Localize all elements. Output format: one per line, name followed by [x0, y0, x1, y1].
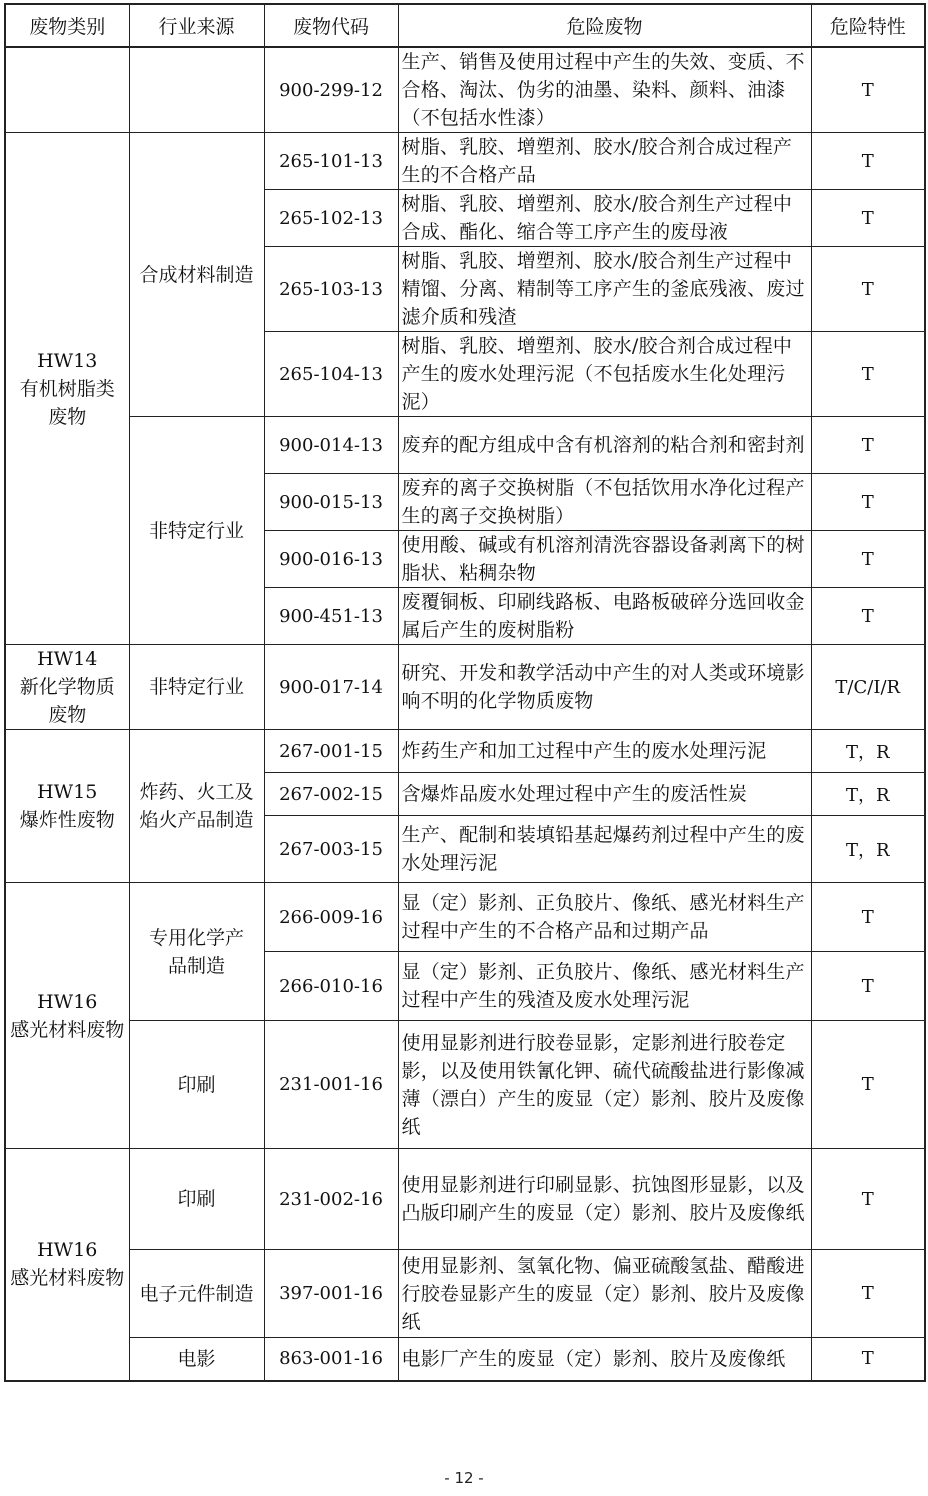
waste-code: 900-014-13: [264, 417, 398, 474]
header-category: 废物类别: [5, 4, 129, 47]
category-hw14: [5, 645, 129, 730]
table-row: [5, 47, 925, 133]
hazard-property: T: [811, 531, 925, 588]
hazard-property: T: [811, 952, 925, 1021]
category-cell-empty: [5, 47, 129, 133]
category-code: HW16: [37, 1239, 98, 1262]
hazard-property: T，R: [811, 773, 925, 816]
waste-description: 研究、开发和教学活动中产生的对人类或环境影响不明的化学物质废物: [398, 645, 811, 730]
hazard-property: T: [811, 190, 925, 247]
category-hw16: [5, 883, 129, 1149]
source-line1: 炸药、火工及: [139, 781, 254, 803]
waste-code: 267-003-15: [264, 816, 398, 883]
hazard-property: T/C/I/R: [811, 645, 925, 730]
category-name-line1: 感光材料废物: [10, 1267, 125, 1290]
header-waste: 危险废物: [398, 4, 811, 47]
waste-code: 265-103-13: [264, 247, 398, 332]
hazard-property: T: [811, 417, 925, 474]
waste-description: 显（定）影剂、正负胶片、像纸、感光材料生产过程中产生的残渣及废水处理污泥: [398, 952, 811, 1021]
waste-description: 树脂、乳胶、增塑剂、胶水/胶合剂合成过程中产生的废水处理污泥（不包括废水生化处理污泥）: [398, 332, 811, 417]
table-row: [5, 1338, 925, 1381]
hazard-property: T: [811, 247, 925, 332]
hazardous-waste-table: [4, 3, 926, 1382]
category-code: HW13: [37, 349, 98, 372]
table-row: [5, 133, 925, 190]
category-name-line1: 感光材料废物: [10, 1018, 125, 1041]
waste-description: 含爆炸品废水处理过程中产生的废活性炭: [398, 773, 811, 816]
page-number: - 12 -: [444, 1469, 484, 1487]
table-row: [5, 1149, 925, 1250]
hazard-property: T: [811, 332, 925, 417]
source-nonspecific: 非特定行业: [129, 417, 264, 645]
table-row: [5, 1021, 925, 1149]
table-row: [5, 730, 925, 773]
waste-description: 树脂、乳胶、增塑剂、胶水/胶合剂生产过程中精馏、分离、精制等工序产生的釜底残液、废过滤介质和残渣: [398, 247, 811, 332]
waste-code: 863-001-16: [264, 1338, 398, 1381]
source-line2: 品制造: [167, 954, 225, 977]
waste-description: 使用显影剂进行胶卷显影，定影剂进行胶卷定影，以及使用铁氰化钾、硫代硫酸盐进行影像减薄（漂白）产生的废显（定）影剂、胶片及废像纸: [398, 1021, 811, 1149]
waste-description: 树脂、乳胶、增塑剂、胶水/胶合剂生产过程中合成、酯化、缩合等工序产生的废母液: [398, 190, 811, 247]
table-row: [5, 883, 925, 952]
hazard-property: T: [811, 1021, 925, 1149]
hazard-property: T，R: [811, 730, 925, 773]
table-row: [5, 417, 925, 474]
waste-code: 265-102-13: [264, 190, 398, 247]
category-name-line2: 废物: [48, 704, 87, 726]
source-printing: 印刷: [129, 1149, 264, 1250]
waste-code: 266-010-16: [264, 952, 398, 1021]
waste-code: 265-101-13: [264, 133, 398, 190]
source-special-chemicals: [129, 883, 264, 1021]
category-code: HW14: [37, 648, 98, 670]
waste-code: 267-002-15: [264, 773, 398, 816]
category-code: HW15: [37, 781, 98, 803]
waste-description: 树脂、乳胶、增塑剂、胶水/胶合剂合成过程产生的不合格产品: [398, 133, 811, 190]
waste-code: 266-009-16: [264, 883, 398, 952]
waste-description: 废弃的配方组成中含有机溶剂的粘合剂和密封剂: [398, 417, 811, 474]
table-header-row: [5, 4, 925, 47]
category-hw15: [5, 730, 129, 883]
category-name-line2: 废物: [48, 405, 87, 428]
source-nonspecific: 非特定行业: [129, 645, 264, 730]
hazard-property: T: [811, 133, 925, 190]
hazard-property: T: [811, 47, 925, 133]
waste-description: 使用显影剂进行印刷显影、抗蚀图形显影，以及凸版印刷产生的废显（定）影剂、胶片及废像纸: [398, 1149, 811, 1250]
waste-code: 900-015-13: [264, 474, 398, 531]
waste-code: 900-016-13: [264, 531, 398, 588]
category-name-line1: 新化学物质: [19, 676, 115, 698]
waste-description: 废覆铜板、印刷线路板、电路板破碎分选回收金属后产生的废树脂粉: [398, 588, 811, 645]
header-code: 废物代码: [264, 4, 398, 47]
category-hw13: [5, 133, 129, 645]
source-line2: 焰火产品制造: [139, 809, 254, 831]
waste-description: 使用显影剂、氢氧化物、偏亚硫酸氢盐、醋酸进行胶卷显影产生的废显（定）影剂、胶片及废像纸: [398, 1250, 811, 1338]
waste-code: 397-001-16: [264, 1250, 398, 1338]
source-synthetic-materials: 合成材料制造: [129, 133, 264, 417]
hazard-property: T: [811, 1149, 925, 1250]
waste-code: 267-001-15: [264, 730, 398, 773]
waste-code: 231-001-16: [264, 1021, 398, 1149]
waste-code: 231-002-16: [264, 1149, 398, 1250]
table-row: [5, 1250, 925, 1338]
waste-description: 生产、销售及使用过程中产生的失效、变质、不合格、淘汰、伪劣的油墨、染料、颜料、油漆（不包括水性漆）: [398, 47, 811, 133]
hazard-property: T: [811, 1250, 925, 1338]
category-name-line1: 有机树脂类: [19, 377, 115, 400]
waste-description: 生产、配制和装填铅基起爆药剂过程中产生的废水处理污泥: [398, 816, 811, 883]
header-source: 行业来源: [129, 4, 264, 47]
waste-code: 900-451-13: [264, 588, 398, 645]
source-printing: 印刷: [129, 1021, 264, 1149]
category-name-line1: 爆炸性废物: [19, 809, 115, 831]
waste-code: 900-299-12: [264, 47, 398, 133]
source-explosives: [129, 730, 264, 883]
waste-description: 显（定）影剂、正负胶片、像纸、感光材料生产过程中产生的不合格产品和过期产品: [398, 883, 811, 952]
source-line1: 专用化学产: [148, 926, 244, 949]
hazard-property: T: [811, 588, 925, 645]
waste-description: 炸药生产和加工过程中产生的废水处理污泥: [398, 730, 811, 773]
hazard-property: T: [811, 883, 925, 952]
hazard-property: T，R: [811, 816, 925, 883]
waste-description: 使用酸、碱或有机溶剂清洗容器设备剥离下的树脂状、粘稠杂物: [398, 531, 811, 588]
source-cell-empty: [129, 47, 264, 133]
source-film: 电影: [129, 1338, 264, 1381]
waste-description: 电影厂产生的废显（定）影剂、胶片及废像纸: [398, 1338, 811, 1381]
category-code: HW16: [37, 990, 98, 1013]
hazard-property: T: [811, 1338, 925, 1381]
source-electronics: 电子元件制造: [129, 1250, 264, 1338]
category-hw16: [5, 1149, 129, 1381]
table-row: [5, 645, 925, 730]
waste-code: 265-104-13: [264, 332, 398, 417]
waste-code: 900-017-14: [264, 645, 398, 730]
hazard-property: T: [811, 474, 925, 531]
header-property: 危险特性: [811, 4, 925, 47]
waste-description: 废弃的离子交换树脂（不包括饮用水净化过程产生的离子交换树脂）: [398, 474, 811, 531]
